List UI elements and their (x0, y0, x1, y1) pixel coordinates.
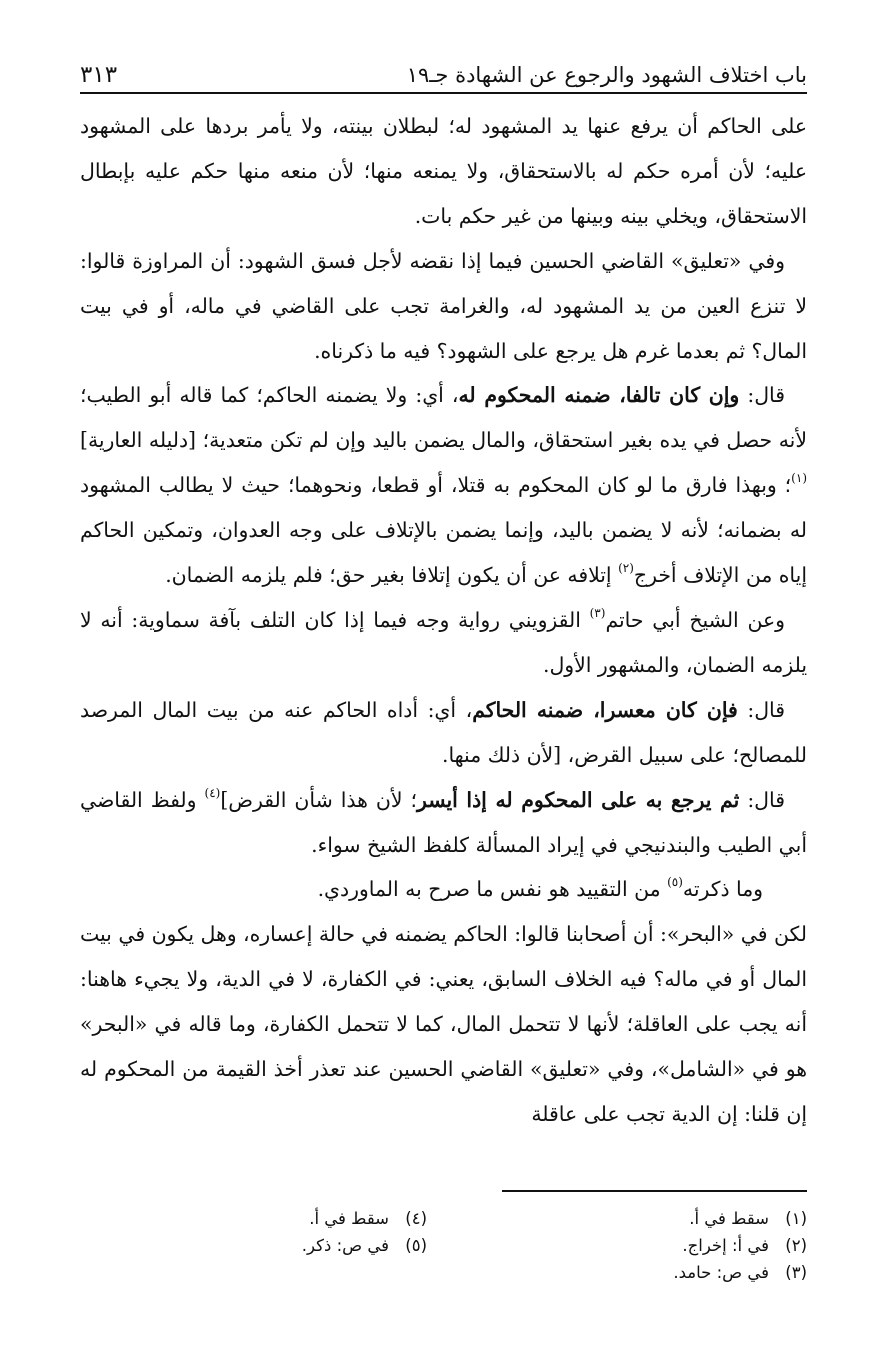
footnote-text: في أ: إخراج. (682, 1236, 769, 1255)
paragraph-7-text: وما ذكرته (682, 877, 763, 902)
paragraph-6 (80, 778, 807, 868)
footnote-ref-4[interactable]: (٤) (204, 785, 221, 800)
paragraph-2: وفي «تعليق» القاضي الحسين فيما إذا نقضه لأجل فسق الشهود: أن المراوزة قالوا: لا تنزع العين من يد المشهود له، والغرامة تجب على القاضي في ماله، أو في بيت المال؟ ثم بعدما غرم هل يرجع على الشهود؟ فيه ما ذكرناه. (80, 248, 807, 363)
page-number: ٣١٣ (80, 62, 118, 88)
paragraph-7 (80, 867, 807, 912)
footnote-3 (673, 1259, 807, 1286)
footnote-4 (302, 1205, 427, 1232)
header-title: باب اختلاف الشهود والرجوع عن الشهادة جـ١٩ (406, 63, 807, 87)
paragraph-4-text: وعن الشيخ أبي حاتم (605, 607, 785, 632)
paragraph-5-text: ، أي: أداه الحاكم عنه من بيت المال المرصد للمصالح؛ على سبيل القرض، [لأن ذلك منها. (80, 697, 807, 767)
footnote-5 (302, 1232, 427, 1259)
footnote-number: (٥) (405, 1236, 427, 1255)
footnotes-column-right (673, 1205, 807, 1286)
footnote-text: سقط في أ. (689, 1209, 769, 1228)
main-text (80, 104, 807, 1137)
footnote-ref-5[interactable]: (٥) (667, 875, 683, 890)
footnote-text: سقط في أ. (309, 1209, 389, 1228)
footnotes-column-left (302, 1205, 427, 1259)
paragraph-5 (80, 688, 807, 778)
footnote-number: (٤) (405, 1209, 427, 1228)
paragraph-6-matn: ثم يرجع به على المحكوم له إذا أيسر (417, 787, 740, 812)
footnote-text: في ص: ذكر. (301, 1236, 389, 1255)
paragraph-5-matn: فإن كان معسرا، ضمنه الحاكم (472, 697, 738, 722)
footnote-number: (٢) (785, 1236, 807, 1255)
paragraph-3-text: ، أي: ولا يضمنه الحاكم؛ كما قاله أبو الطيب؛ لأنه حصل في يده بغير استحقاق، والمال يضمن باليد وإن لم تكن متعدية؛ [دليله العارية] (80, 383, 807, 453)
running-header (80, 58, 807, 94)
footnote-text: في ص: حامد. (673, 1263, 769, 1282)
paragraph-6-text-end: ولفظ القاضي أبي الطيب والبندنيجي في إيراد المسألة كلفظ الشيخ سواء. (80, 787, 807, 857)
paragraph-4 (80, 598, 807, 688)
footnote-ref-2[interactable]: (٢) (618, 561, 634, 576)
paragraph-8: لكن في «البحر»: أن أصحابنا قالوا: الحاكم يضمنه في حالة إعساره، وهل يكون في بيت المال أو في ماله؟ فيه الخلاف السابق، يعني: في الكفارة، لا في الدية، ولا يجيء هاهنا: أنه يجب على العاقلة؛ لأنها لا تتحمل المال، كما لا تتحمل الكفارة، وما قاله في «البحر» هو في «الشامل»، وفي «تعليق» القاضي الحسين عند تعذر أخذ القيمة من المحكوم له إن قلنا: إن الدية تجب على عاقلة (80, 922, 807, 1126)
paragraph-7-text-end: من التقييد هو نفس ما صرح به الماوردي. (317, 877, 668, 902)
footnote-1 (673, 1205, 807, 1232)
footnote-ref-3[interactable]: (٣) (589, 605, 606, 620)
paragraph-6-text: ؛ لأن هذا شأن القرض] (220, 787, 417, 812)
footnote-separator (502, 1190, 807, 1192)
paragraph-3 (80, 373, 807, 598)
footnote-number: (١) (785, 1209, 807, 1228)
paragraph-3-lead: قال: (739, 383, 785, 408)
paragraph-6-lead: قال: (739, 787, 785, 812)
paragraph-3-text-cont: ؛ وبهذا فارق ما لو كان المحكوم به قتلا، أو قطعا، ونحوهما؛ حيث لا يطالب المشهود له بضمانه؛ لأنه لا يضمن باليد، وإنما يضمن بالإتلاف على وجه العدوان، وتمكين الحاكم إياه من الإتلاف أخرج (80, 473, 807, 588)
footnote-number: (٣) (785, 1263, 807, 1282)
footnote-ref-1[interactable]: (١) (791, 471, 807, 486)
paragraph-3-matn: وإن كان تالفا، ضمنه المحكوم له (458, 383, 740, 408)
footnote-2 (673, 1232, 807, 1259)
paragraph-3-text-end: إتلافه عن أن يكون إتلافا بغير حق؛ فلم يلزمه الضمان. (165, 563, 619, 588)
paragraph-4-text-end: القزويني رواية وجه فيما إذا كان التلف بآفة سماوية: أنه لا يلزمه الضمان، والمشهور الأول. (80, 607, 807, 677)
paragraph-1: على الحاكم أن يرفع عنها يد المشهود له؛ لبطلان بينته، ولا يأمر بردها على المشهود عليه؛ لأن أمره حكم له بالاستحقاق، ولا يمنعه منها؛ لأن منعه منها حكم عليه بإبطال الاستحقاق، ويخلي بينه وبينها من غير حكم بات. (80, 114, 807, 228)
paragraph-5-lead: قال: (737, 697, 785, 722)
